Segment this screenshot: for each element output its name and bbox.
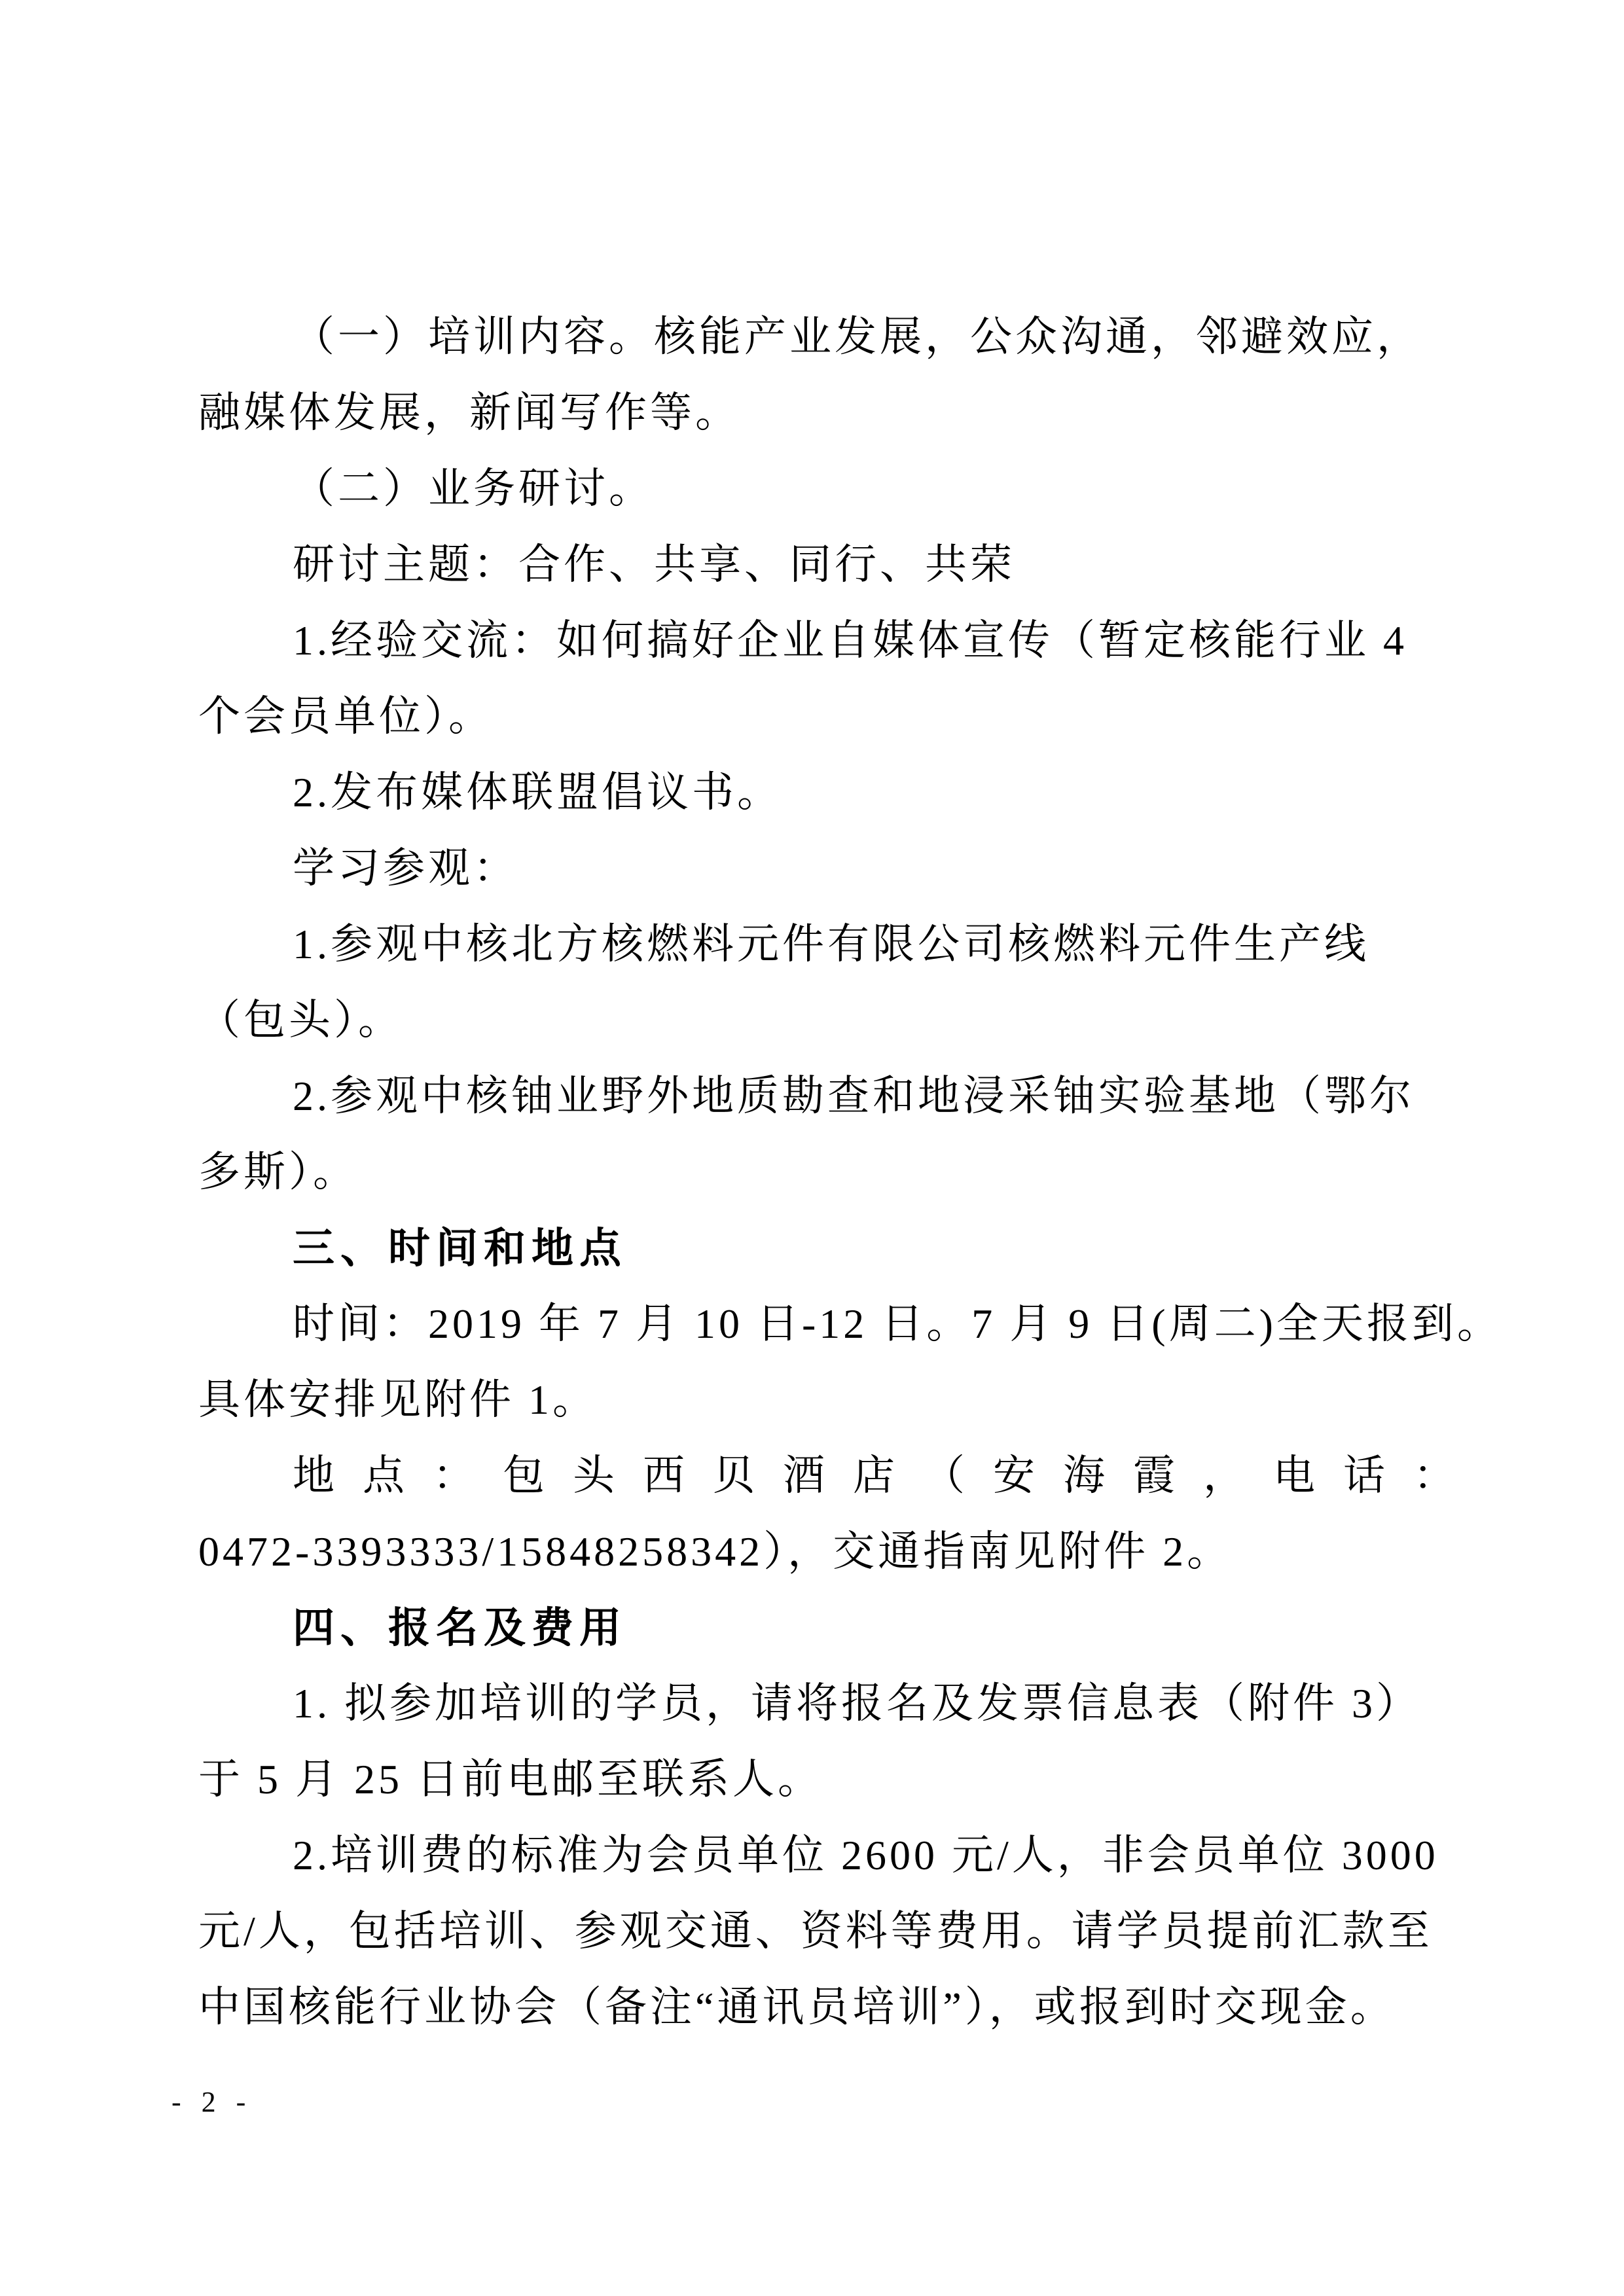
text-line: 具体安排见附件 1。 — [198, 1376, 598, 1423]
page-number: - 2 - — [171, 2086, 253, 2118]
text-line: 融媒体发展，新闻写作等。 — [198, 389, 740, 436]
text-line: 2.培训费的标准为会员单位 2600 元/人，非会员单位 3000 — [293, 1832, 1439, 1878]
text-line: 多斯）。 — [198, 1149, 358, 1195]
section-heading: 四、报名及费用 — [293, 1604, 627, 1651]
text-line: 于 5 月 25 日前电邮至联系人。 — [198, 1756, 823, 1803]
text-line: 学习参观： — [293, 845, 518, 891]
text-line: 中国核能行业协会（备注“通讯员培训”），或报到时交现金。 — [198, 1984, 1396, 2030]
text-line: 研讨主题：合作、共享、同行、共荣 — [293, 541, 1015, 588]
text-line: （二）业务研讨。 — [293, 465, 654, 512]
text-line: 2.参观中核铀业野外地质勘查和地浸采铀实验基地（鄂尔 — [293, 1073, 1415, 1119]
text-line: 1. 拟参加培训的学员，请将报名及发票信息表（附件 3） — [293, 1680, 1421, 1727]
text-line: 0472-3393333/15848258342），交通指南见附件 2。 — [198, 1528, 1233, 1575]
text-line: 2.发布媒体联盟倡议书。 — [293, 769, 782, 816]
text-line: （一）培训内容。核能产业发展，公众沟通，邻避效应， — [293, 314, 1422, 360]
text-line: 地点：包头西贝酒店（安海霞，电话： — [293, 1452, 1483, 1499]
text-line: （包头）。 — [198, 997, 403, 1043]
text-line: 1.参观中核北方核燃料元件有限公司核燃料元件生产线 — [293, 921, 1369, 967]
document-body — [198, 299, 1502, 2045]
text-line: 时间：2019 年 7 月 10 日-12 日。7 月 9 日(周二)全天报到。 — [293, 1300, 1502, 1347]
text-line: 元/人，包括培训、参观交通、资料等费用。请学员提前汇款至 — [198, 1908, 1433, 1954]
section-heading: 三、时间和地点 — [293, 1225, 627, 1272]
text-line: 1.经验交流：如何搞好企业自媒体宣传（暂定核能行业 4 — [293, 617, 1407, 664]
text-line: 个会员单位）。 — [198, 693, 494, 740]
